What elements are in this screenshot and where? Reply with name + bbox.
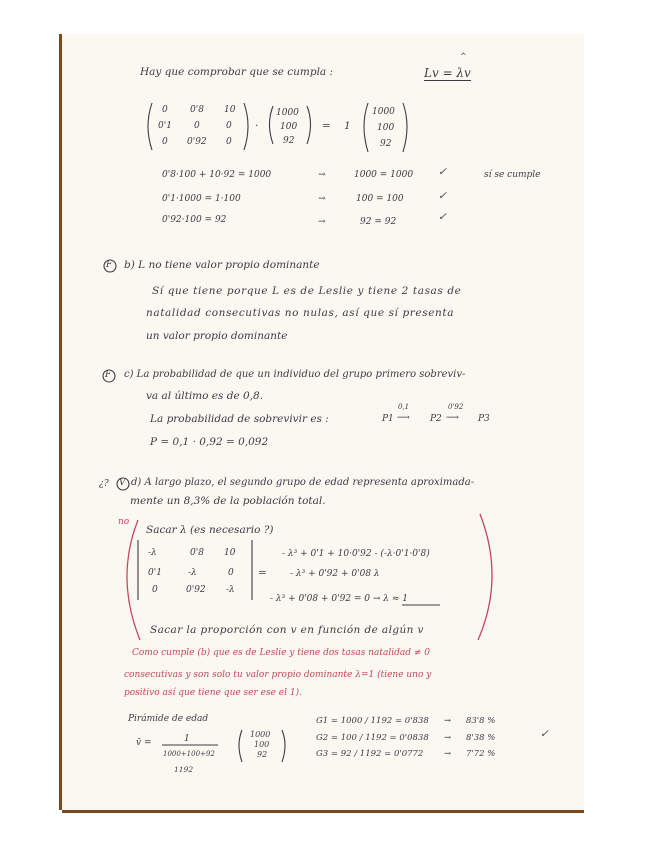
pyramid-left-paren <box>239 730 242 762</box>
dot-operator: · <box>255 120 259 132</box>
red-note-line: Como cumple (b) que es de Leslie y tiene dos tasas natalidad ≠ 0 <box>132 648 430 658</box>
arrow: → <box>318 217 326 227</box>
lambda-hat-mark: ^ <box>460 52 467 61</box>
check-left: 0'92·100 = 92 <box>162 215 227 225</box>
part-c-line: c) La probabilidad de que un individuo del grupo primero sobreviv- <box>124 369 466 380</box>
pyramid-vector-cell: 1000 <box>250 730 271 739</box>
det-cell: -λ <box>226 585 235 595</box>
det-cell: 0'92 <box>186 585 206 595</box>
vector-cell: 100 <box>377 123 395 133</box>
check-left: 0'8·100 + 10·92 = 1000 <box>162 170 272 180</box>
det-cell: -λ <box>188 568 197 578</box>
sacar-lambda: Sacar λ (es necesario ?) <box>146 524 274 536</box>
check-right: 100 = 100 <box>356 194 404 204</box>
det-cell: 10 <box>224 548 236 558</box>
state-p2: P2 <box>430 414 442 424</box>
pyramid-right-paren <box>282 730 285 762</box>
arrow: ⟶ <box>446 413 459 423</box>
expansion-line: - λ³ + 0'08 + 0'92 = 0 → λ ≈ 1 <box>270 594 408 604</box>
matrix-cell: 0'92 <box>187 137 207 147</box>
fraction-denominator: 1000+100+92 <box>163 750 215 758</box>
vbar-label: v̄ = <box>136 738 152 748</box>
vector-cell: 92 <box>283 136 295 146</box>
det-cell: 0 <box>152 585 158 595</box>
vector-cell: 100 <box>280 122 298 132</box>
red-right-bracket <box>478 514 492 640</box>
equals-sign: = <box>322 120 331 132</box>
matrix-cell: 0 <box>226 137 232 147</box>
proporcion-note: Sacar la proporción con v en función de algún v <box>150 624 424 636</box>
intro-text: Hay que comprobar que se cumpla : <box>140 66 334 78</box>
equals-sign: = <box>258 567 267 579</box>
rhs-right-paren <box>403 103 407 152</box>
fraction-numerator: 1 <box>184 734 190 744</box>
state-p3: P3 <box>478 414 490 424</box>
part-d-line: mente un 8,3% de la población total. <box>130 495 326 507</box>
matrix-left-paren <box>148 103 152 150</box>
marker-b: F <box>106 260 113 270</box>
part-b-line: Sí que tiene porque L es de Leslie y tiene 2 tasas de <box>152 285 462 297</box>
question-marker: ¿? <box>99 479 109 489</box>
vector-cell: 1000 <box>372 107 395 117</box>
vector-right-paren <box>307 106 311 144</box>
arrow: → <box>318 170 326 180</box>
arrow: → <box>444 749 452 759</box>
rhs-left-paren <box>364 103 368 152</box>
group-share: G3 = 92 / 1192 = 0'0772 <box>316 749 424 759</box>
marker-c: F <box>105 370 112 380</box>
matrix-cell: 0 <box>162 105 168 115</box>
checkmark-icon: ✓ <box>540 728 549 740</box>
check-right: 1000 = 1000 <box>354 170 414 180</box>
det-cell: -λ <box>148 548 157 558</box>
det-cell: 0'8 <box>190 548 204 558</box>
pyramid-title: Pirámide de edad <box>128 714 209 724</box>
part-c-line: va al último es de 0,8. <box>146 390 264 402</box>
arrow: ⟶ <box>397 413 410 423</box>
prob-formula: P = 0,1 · 0,92 = 0,092 <box>150 436 269 448</box>
group-percent: 7'72 % <box>466 749 496 759</box>
group-percent: 83'8 % <box>466 716 496 726</box>
det-cell: 0'1 <box>148 568 162 578</box>
prob-label: La probabilidad de sobrevivir es : <box>150 413 329 425</box>
group-share: G1 = 1000 / 1192 = 0'838 <box>316 716 429 726</box>
matrix-cell: 0 <box>194 121 200 131</box>
matrix-cell: 0'1 <box>158 121 172 131</box>
det-cell: 0 <box>228 568 234 578</box>
expansion-line: - λ³ + 0'92 + 0'08 λ <box>290 569 380 579</box>
red-note-line: positivo así que tiene que ser ese el 1). <box>124 688 302 698</box>
checkmark-icon: ✓ <box>438 190 447 202</box>
vector-cell: 1000 <box>276 108 299 118</box>
expansion-line: - λ³ + 0'1 + 10·0'92 - (-λ·0'1·0'8) <box>282 549 430 559</box>
vector-cell: 92 <box>380 139 392 149</box>
matrix-cell: 10 <box>224 105 236 115</box>
part-b-line: natalidad consecutivas no nulas, así que sí presenta <box>146 307 455 319</box>
state-p1: P1 <box>382 414 394 424</box>
check-left: 0'1·1000 = 1·100 <box>162 194 241 204</box>
pyramid-vector-cell: 100 <box>254 740 270 749</box>
part-b-statement: b) L no tiene valor propio dominante <box>124 259 320 271</box>
arrow: → <box>318 194 326 204</box>
matrix-cell: 0 <box>226 121 232 131</box>
scalar-lambda: 1 <box>344 120 351 132</box>
part-d-line: d) A largo plazo, el segundo grupo de edad representa aproximada- <box>131 477 475 488</box>
denominator-sum: 1192 <box>174 765 194 774</box>
check-right: 92 = 92 <box>360 217 397 227</box>
group-percent: 8'38 % <box>466 733 496 743</box>
eigen-equation: Lv = λv <box>424 66 471 80</box>
marker-d: V <box>119 478 126 488</box>
pyramid-vector-cell: 92 <box>257 750 268 759</box>
arrow: → <box>444 716 452 726</box>
matrix-cell: 0 <box>162 137 168 147</box>
red-note-line: consecutivas y son solo tu valor propio dominante λ=1 (tiene uno y <box>124 670 432 680</box>
vector-left-paren <box>270 106 274 144</box>
matrix-right-paren <box>244 103 248 150</box>
check-note: sí se cumple <box>484 170 541 180</box>
group-share: G2 = 100 / 1192 = 0'0838 <box>316 733 429 743</box>
arrow: → <box>444 733 452 743</box>
matrix-cell: 0'8 <box>190 105 204 115</box>
part-b-line: un valor propio dominante <box>146 330 288 342</box>
arrow-label: 0,1 <box>398 403 410 411</box>
checkmark-icon: ✓ <box>438 166 447 178</box>
side-note: no <box>118 517 130 527</box>
arrow-label: 0'92 <box>448 403 464 411</box>
checkmark-icon: ✓ <box>438 211 447 223</box>
